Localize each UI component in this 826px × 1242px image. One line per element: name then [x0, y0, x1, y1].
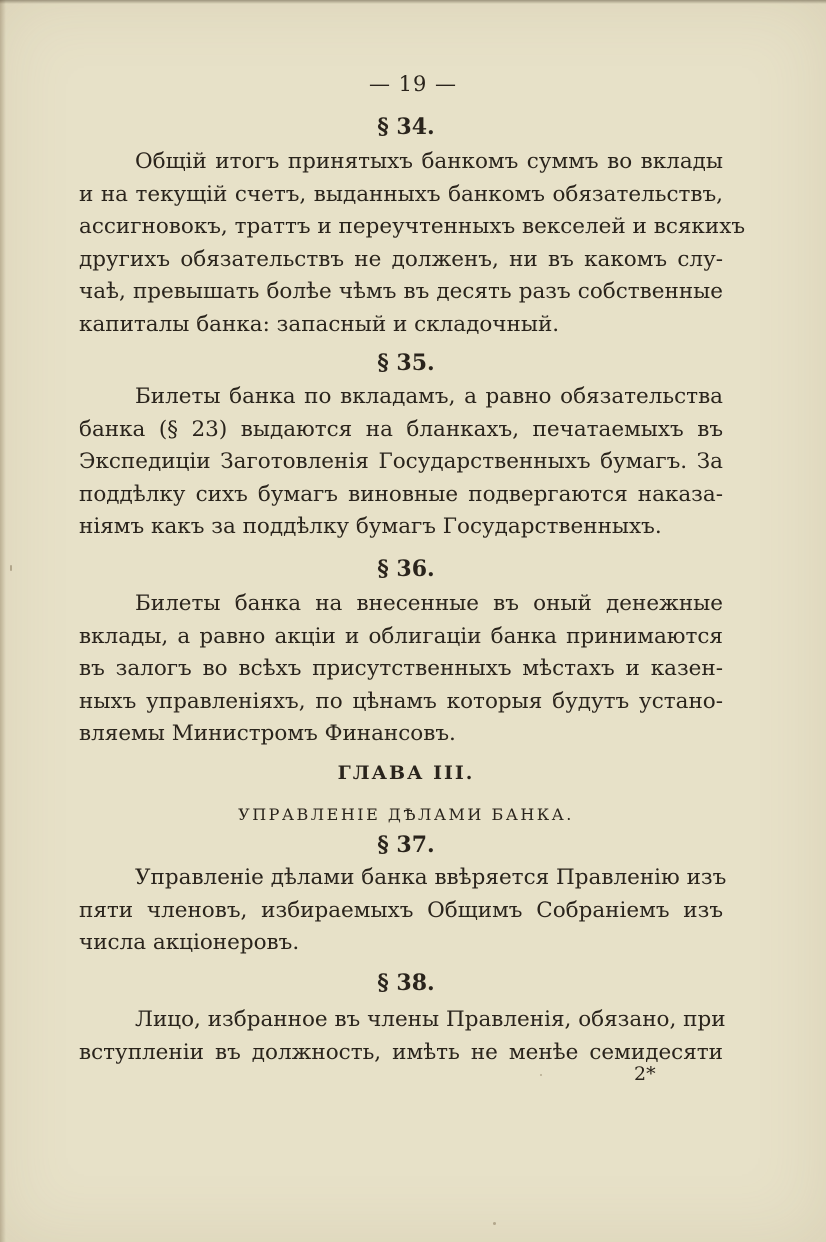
text-line: Лицо, избранное въ члены Правленія, обязано, при: [135, 1007, 726, 1032]
text-line: ныхъ управленіяхъ, по цѣнамъ которыя будутъ устано-: [79, 688, 723, 714]
text-line: ассигновокъ, траттъ и переучтенныхъ векселей и всякихъ: [79, 214, 745, 239]
chapter-title: ГЛАВА III.: [337, 762, 475, 784]
text-line: пяти членовъ, избираемыхъ Общимъ Собраніемъ изъ: [79, 897, 723, 923]
text-line: Общій итогъ принятыхъ банкомъ суммъ во вклады: [135, 149, 723, 174]
text-line: и на текущій счетъ, выданныхъ банкомъ обязательствъ,: [79, 181, 723, 207]
text-line: вклады, а равно акціи и облигаціи банка принимаются: [79, 623, 723, 649]
text-line: Управленіе дѣлами банка ввѣряется Правленію изъ: [135, 865, 727, 890]
text-line: поддѣлку сихъ бумагъ виновные подвергаются наказа-: [79, 481, 723, 507]
text-line: Билеты банка по вкладамъ, а равно обязательства: [135, 384, 723, 409]
section-36-heading: § 36.: [377, 556, 435, 582]
text-line: ніямъ какъ за поддѣлку бумагъ Государственныхъ.: [79, 514, 662, 539]
section-38-text: [79, 1004, 726, 1069]
section-38-heading: § 38.: [377, 970, 435, 996]
section-37-heading: § 37.: [377, 832, 435, 858]
printer-signature-mark: 2*: [634, 1063, 656, 1085]
text-line: чаѣ, превышать болѣе чѣмъ въ десять разъ собственные: [79, 279, 723, 304]
text-line: вляемы Министромъ Финансовъ.: [79, 721, 456, 746]
page-top-edge: [0, 0, 826, 4]
text-line: Экспедиціи Заготовленія Государственныхъ бумагъ. За: [79, 449, 723, 474]
text-line: капиталы банка: запасный и складочный.: [79, 311, 560, 337]
text-line: въ залогъ во всѣхъ присутственныхъ мѣстахъ и казен-: [79, 656, 723, 681]
section-35-text: [79, 381, 723, 544]
paper-speck: [540, 1074, 542, 1076]
paper-speck: [493, 1222, 496, 1225]
section-34-heading: § 34.: [377, 114, 435, 140]
text-line: банка (§ 23) выдаются на бланкахъ, печатаемыхъ въ: [79, 416, 723, 442]
text-line: числа акціонеровъ.: [79, 930, 300, 955]
page-number: — 19 —: [368, 72, 458, 96]
text-line: Билеты банка на внесенные въ оный денежные: [135, 591, 723, 616]
section-34-text: [79, 146, 745, 341]
text-line: вступленіи въ должность, имѣть не менѣе семидесяти: [79, 1039, 723, 1065]
section-36-text: [79, 588, 723, 751]
text-line: другихъ обязательствъ не долженъ, ни въ какомъ слу-: [79, 246, 723, 272]
section-37-text: [79, 862, 727, 960]
paper-speck: [10, 565, 12, 571]
page-left-edge: [0, 0, 6, 1242]
section-35-heading: § 35.: [377, 350, 435, 376]
chapter-subtitle: УПРАВЛЕНІЕ ДѢЛАМИ БАНКА.: [238, 805, 574, 824]
